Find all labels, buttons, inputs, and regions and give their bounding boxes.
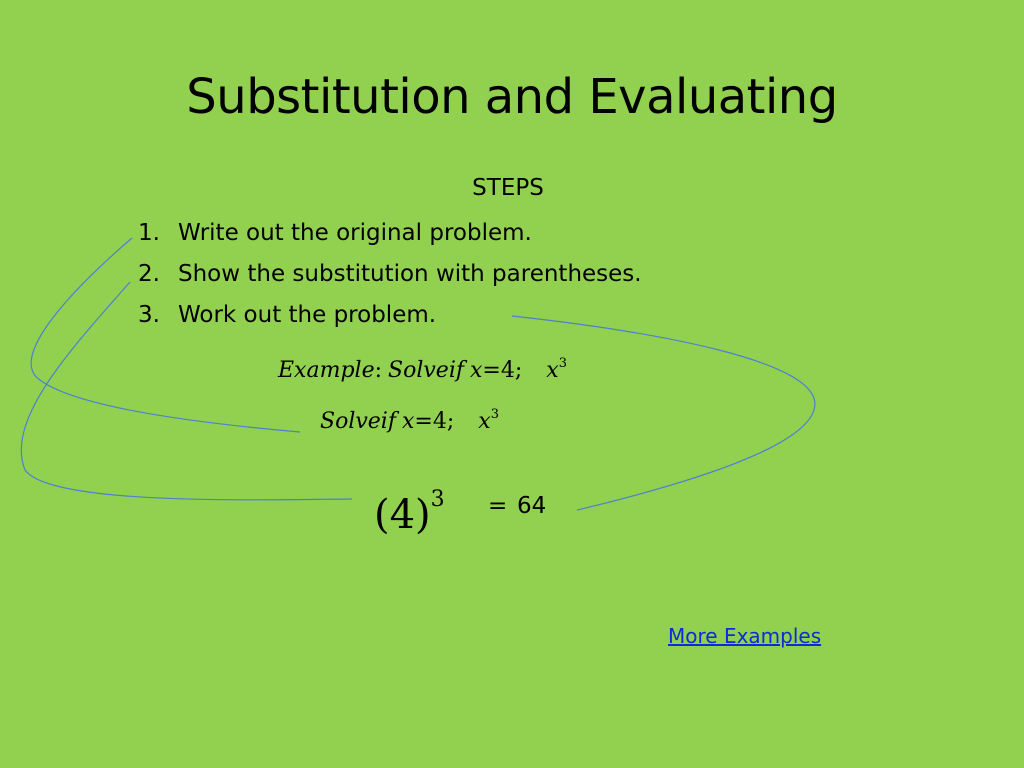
connector-step3-to-result [512, 316, 815, 510]
example-label: Example [278, 358, 375, 383]
substitution-expr-base: x [478, 409, 491, 434]
step-item [138, 254, 642, 295]
step-text: Write out the original problem. [178, 220, 532, 246]
example-variable: x [470, 358, 483, 383]
work-base: (4) [374, 492, 431, 538]
example-solve: Solveif [388, 358, 464, 383]
work-equals: = [488, 493, 508, 519]
step-text: Work out the problem. [178, 302, 437, 328]
substitution-value: 4 [432, 409, 447, 434]
step-number: 2. [138, 261, 160, 287]
step-item [138, 295, 642, 336]
step-number: 1. [138, 220, 160, 246]
step-text: Show the substitution with parentheses. [178, 261, 642, 287]
slide-title: Substitution and Evaluating [186, 69, 838, 125]
more-examples-link[interactable]: More Examples [668, 624, 822, 648]
step-item [138, 213, 642, 254]
substitution-equation [320, 407, 499, 434]
substitution-variable: x [401, 409, 415, 434]
work-exponent: 3 [430, 487, 445, 512]
substitution-solve: Solveif [320, 409, 396, 434]
steps-heading: STEPS [472, 175, 544, 201]
substitution-semicolon: ; [446, 409, 455, 434]
example-semicolon: ; [514, 358, 523, 383]
example-value: 4 [500, 358, 515, 383]
steps-list [138, 213, 642, 336]
substitution-expr-exponent: 3 [490, 407, 499, 422]
example-equals: = [482, 358, 501, 383]
example-expr-base: x [546, 358, 559, 383]
work-expression [374, 472, 445, 543]
substitution-equals: = [414, 409, 433, 434]
example-expr-exponent: 3 [558, 356, 567, 371]
example-colon: : [374, 358, 383, 383]
work-result: 64 [517, 493, 547, 519]
example-equation [278, 356, 567, 383]
step-number: 3. [138, 302, 160, 328]
